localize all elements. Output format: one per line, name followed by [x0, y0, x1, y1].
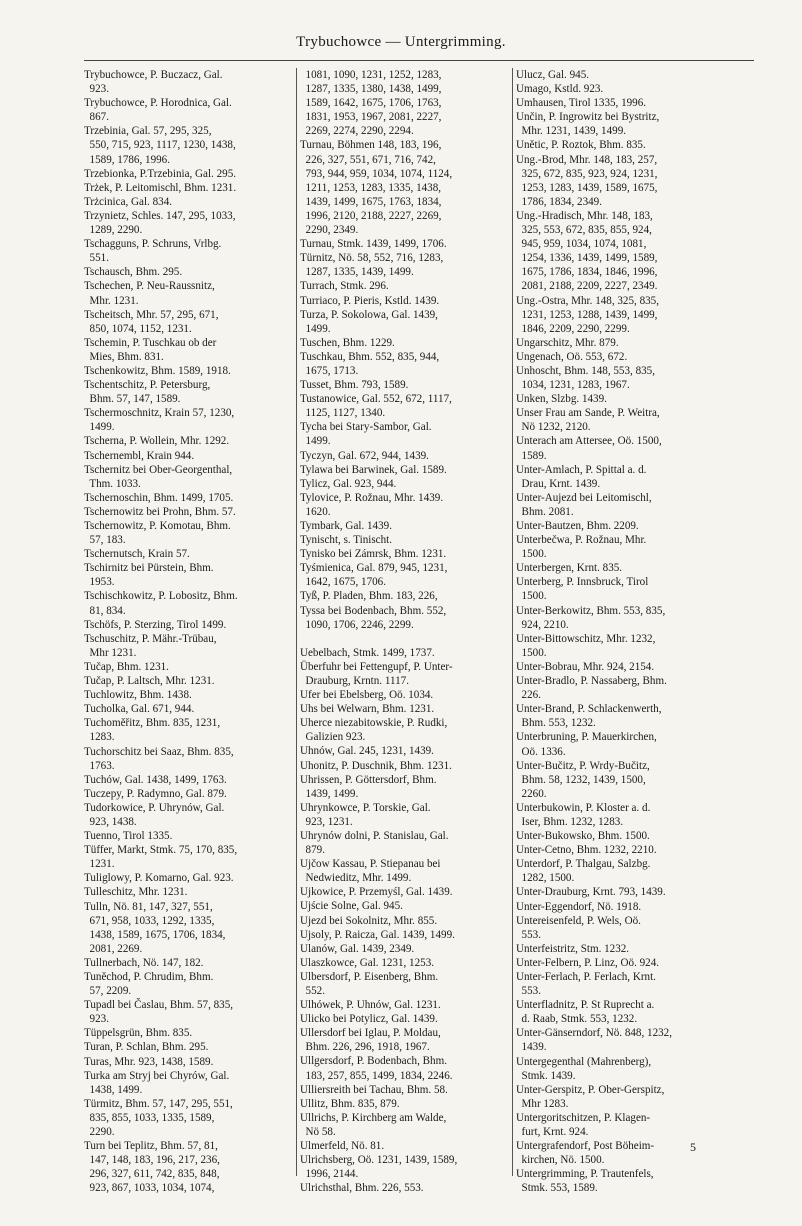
index-entry: Unter-Amlach, P. Spittal a. d.: [516, 463, 647, 476]
index-entry: Unken, Slzbg. 1439.: [516, 393, 607, 406]
index-entry: Tylovice, P. Rožnau, Mhr. 1439.: [300, 491, 444, 504]
index-entry-continuation: 1090, 1706, 2246, 2299.: [300, 618, 414, 631]
index-entry-continuation: 2081, 2188, 2209, 2227, 2349.: [516, 280, 658, 293]
index-entry-continuation: 325, 553, 672, 835, 855, 924,: [516, 224, 652, 237]
index-entry-continuation: Mhr 1283.: [516, 1097, 569, 1110]
index-entry: Trzebionka, P.Trzebinia, Gal. 295.: [84, 167, 237, 180]
index-entry: Tyśmienica, Gal. 879, 945, 1231,: [300, 562, 448, 575]
index-entry-continuation: 879.: [300, 844, 325, 857]
index-entry: Uherce niezabitowskie, P. Rudki,: [300, 717, 448, 730]
index-entry: Tuchów, Gal. 1438, 1499, 1763.: [84, 773, 227, 786]
index-entry-continuation: 1500.: [516, 590, 547, 603]
index-entry: Ung.-Hradisch, Mhr. 148, 183,: [516, 209, 653, 222]
index-entry: Tusset, Bhm. 793, 1589.: [300, 379, 409, 392]
index-entry: Uhrynkowce, P. Torskie, Gal.: [300, 801, 431, 814]
index-entry: Ujsoly, P. Raicza, Gal. 1439, 1499.: [300, 928, 455, 941]
index-entry-continuation: 1254, 1336, 1439, 1499, 1589,: [516, 252, 658, 265]
index-entry: Tucholka, Gal. 671, 944.: [84, 703, 195, 716]
index-entry: Turan, P. Schlan, Bhm. 295.: [84, 1041, 209, 1054]
index-entry: Uhs bei Welwarn, Bhm. 1231.: [300, 703, 435, 716]
index-entry-continuation: 1289, 2290.: [84, 224, 143, 237]
index-entry-continuation: 1846, 2209, 2290, 2299.: [516, 322, 630, 335]
index-entry: Uhrynów dolni, P. Stanislau, Gal.: [300, 829, 449, 842]
index-entry: Ulrichsthal, Bhm. 226, 553.: [300, 1182, 424, 1195]
index-entry: Tschernutsch, Krain 57.: [84, 548, 190, 561]
index-entry-continuation: 1211, 1253, 1283, 1335, 1438,: [300, 181, 442, 194]
index-entry-continuation: Iser, Bhm. 1232, 1283.: [516, 815, 624, 828]
index-entry-continuation: Nö 58.: [300, 1125, 336, 1138]
index-entry: Unter-Eggendorf, Nö. 1918.: [516, 900, 642, 913]
index-entry: Tycha bei Stary-Sambor, Gal.: [300, 421, 432, 434]
index-entry-continuation: Stmk. 553, 1589.: [516, 1182, 598, 1195]
index-entry: Tustanowice, Gal. 552, 672, 1117,: [300, 393, 452, 406]
index-entry: Unter-Bautzen, Bhm. 2209.: [516, 520, 639, 532]
index-entry: Unter-Gänserndorf, Nö. 848, 1232,: [516, 1027, 672, 1040]
index-entry-continuation: 1996, 2120, 2188, 2227, 2269,: [300, 209, 442, 222]
index-entry: Tscheitsch, Mhr. 57, 295, 671,: [84, 308, 219, 321]
index-entry: Tschöfs, P. Sterzing, Tirol 1499.: [84, 618, 227, 631]
index-column-2: [300, 68, 514, 1195]
index-entry-continuation: Stmk. 1439.: [516, 1069, 576, 1082]
index-entry: Ullgersdorf, P. Bodenbach, Bhm.: [300, 1055, 447, 1068]
index-entry-continuation: 2081, 2269.: [84, 942, 143, 955]
index-entry-continuation: Mhr. 1231.: [84, 294, 139, 307]
index-entry-continuation: Thm. 1033.: [84, 477, 141, 490]
index-entry: Unterbečwa, P. Rožnau, Mhr.: [516, 534, 647, 547]
index-entry-continuation: 923, 867, 1033, 1034, 1074,: [84, 1182, 215, 1195]
index-entry: Tupadl bei Časlau, Bhm. 57, 835,: [84, 999, 234, 1012]
index-entry-continuation: 1996, 2144.: [300, 1168, 359, 1181]
index-entry: Ulbersdorf, P. Eisenberg, Bhm.: [300, 970, 439, 983]
index-entry-continuation: 1438, 1499.: [84, 1083, 143, 1096]
index-entry-continuation: 553.: [516, 985, 541, 998]
index-entry-continuation: Mhr. 1231, 1439, 1499.: [516, 125, 627, 138]
index-entry: Unter-Gerspitz, P. Ober-Gerspitz,: [516, 1083, 665, 1096]
index-entry: Ungarschitz, Mhr. 879.: [516, 336, 619, 349]
index-entry-continuation: 850, 1074, 1152, 1231.: [84, 322, 192, 335]
index-entry-continuation: 2290.: [84, 1126, 115, 1139]
index-entry: Unterach am Attersee, Oö. 1500,: [516, 435, 662, 448]
index-entry-continuation: 793, 944, 959, 1034, 1074, 1124,: [300, 167, 453, 180]
index-entry-continuation: 552.: [300, 985, 325, 997]
index-entry-continuation: 147, 148, 183, 196, 217, 236,: [84, 1154, 220, 1167]
index-entry-continuation: 1831, 1953, 1967, 2081, 2227,: [300, 111, 442, 124]
index-entry: Tschemin, P. Tuschkau ob der: [84, 336, 217, 349]
index-entry: Ungenach, Oö. 553, 672.: [516, 350, 628, 363]
index-entry: Ujście Solne, Gal. 945.: [300, 900, 403, 913]
index-entry: Tscherna, P. Wollein, Mhr. 1292.: [84, 435, 230, 448]
index-entry-continuation: Bhm. 226, 296, 1918, 1967.: [300, 1041, 430, 1054]
index-entry: Tučap, Bhm. 1231.: [84, 660, 169, 673]
index-entry: Tschernowitz, P. Komotau, Bhm.: [84, 520, 231, 532]
index-entry: Turnau, Böhmen 148, 183, 196,: [300, 139, 442, 152]
index-entry: Tuchoměřitz, Bhm. 835, 1231,: [84, 717, 221, 730]
index-entry-continuation: 1034, 1231, 1283, 1967.: [516, 379, 630, 392]
index-entry: Turnau, Stmk. 1439, 1499, 1706.: [300, 238, 447, 251]
index-entry-continuation: d. Raab, Stmk. 553, 1232.: [516, 1013, 638, 1026]
index-entry-continuation: 1287, 1335, 1380, 1438, 1499,: [300, 83, 442, 96]
index-entry-continuation: 1231, 1253, 1288, 1439, 1499,: [516, 308, 658, 321]
index-entry-continuation: Mies, Bhm. 831.: [84, 350, 164, 363]
index-entry: Tulln, Nö. 81, 147, 327, 551,: [84, 900, 213, 913]
index-entry: Ullitz, Bhm. 835, 879.: [300, 1097, 400, 1110]
index-entry: Tylawa bei Barwinek, Gal. 1589.: [300, 463, 447, 476]
index-entry-continuation: 1438, 1589, 1675, 1706, 1834,: [84, 928, 226, 941]
index-entry: Tyczyn, Gal. 672, 944, 1439.: [300, 449, 429, 462]
index-entry: Untergegenthal (Mahrenberg),: [516, 1055, 652, 1068]
index-entry-continuation: Drauburg, Krntn. 1117.: [300, 674, 409, 687]
index-entry-continuation: 1282, 1500.: [516, 872, 575, 885]
index-entry: Unterbukowin, P. Kloster a. d.: [516, 801, 651, 814]
index-entry-continuation: 867.: [84, 111, 109, 124]
index-entry: Ulmerfeld, Nö. 81.: [300, 1140, 385, 1153]
index-entry-continuation: Mhr 1231.: [84, 646, 137, 659]
index-entry-continuation: 57, 2209.: [84, 985, 132, 998]
index-entry: Tynisko bei Zámrsk, Bhm. 1231.: [300, 548, 447, 561]
index-entry-continuation: 296, 327, 611, 742, 835, 848,: [84, 1168, 220, 1181]
index-entry: Tschernitz bei Ober-Georgenthal,: [84, 463, 233, 476]
index-entry: Tschernembl, Krain 944.: [84, 449, 195, 462]
index-entry-continuation: 1675, 1713.: [300, 364, 359, 377]
index-entry: Unterbergen, Krnt. 835.: [516, 562, 623, 575]
index-entry: Türnitz, Nö. 58, 552, 716, 1283,: [300, 252, 444, 265]
index-entry: Turza, P. Sokolowa, Gal. 1439,: [300, 308, 438, 321]
index-entry-continuation: 1439.: [516, 1041, 547, 1054]
index-entry-continuation: 1499.: [300, 322, 331, 335]
index-entry-continuation: 1786, 1834, 2349.: [516, 195, 602, 208]
index-entry: Ulhówek, P. Uhnów, Gal. 1231.: [300, 999, 441, 1012]
index-entry-continuation: 2260.: [516, 787, 547, 800]
index-entry: Tuchorschitz bei Saaz, Bhm. 835,: [84, 745, 234, 758]
index-entry-continuation: 1253, 1283, 1439, 1589, 1675,: [516, 181, 658, 194]
index-entry: Ulrichsberg, Oö. 1231, 1439, 1589,: [300, 1154, 458, 1167]
index-entry: Unter-Ferlach, P. Ferlach, Krnt.: [516, 971, 656, 983]
index-entry: Unterfeistritz, Stm. 1232.: [516, 942, 630, 955]
index-entry-continuation: Drau, Krnt. 1439.: [516, 477, 601, 490]
index-entry: Tullnerbach, Nö. 147, 182.: [84, 956, 204, 969]
index-entry-continuation: 551.: [84, 252, 109, 265]
index-entry-continuation: 1287, 1335, 1439, 1499.: [300, 266, 414, 279]
index-entry-continuation: 1439, 1499.: [300, 787, 359, 800]
section-gap: [300, 632, 514, 646]
index-entry: Tschermoschnitz, Krain 57, 1230,: [84, 407, 235, 420]
index-entry-continuation: 550, 715, 923, 1117, 1230, 1438,: [84, 139, 236, 152]
index-entry-continuation: 923, 1231.: [300, 815, 353, 828]
index-entry: Ulaszkowce, Gal. 1231, 1253.: [300, 956, 435, 969]
index-entry: Untereisenfeld, P. Wels, Oö.: [516, 914, 641, 927]
index-entry: Untergrafendorf, Post Böheim-: [516, 1140, 655, 1153]
index-entry-continuation: 1125, 1127, 1340.: [300, 407, 386, 420]
index-entry: Tschernoschin, Bhm. 1499, 1705.: [84, 491, 234, 504]
index-entry: Uhnów, Gal. 245, 1231, 1439.: [300, 745, 434, 758]
index-entry-continuation: 1675, 1786, 1834, 1846, 1996,: [516, 266, 658, 279]
index-entry-continuation: 1499.: [84, 421, 115, 434]
index-entry: Tučap, P. Laltsch, Mhr. 1231.: [84, 675, 215, 688]
index-entry: Uhrissen, P. Göttersdorf, Bhm.: [300, 773, 437, 786]
index-entry: Unter-Bittowschitz, Mhr. 1232,: [516, 632, 656, 645]
index-entry: Tylicz, Gal. 923, 944.: [300, 477, 397, 490]
index-entry: Unterberg, P. Innsbruck, Tirol: [516, 576, 649, 589]
index-entry: Tuschkau, Bhm. 552, 835, 944,: [300, 350, 440, 363]
index-entry-continuation: Bhm. 2081.: [516, 505, 574, 518]
index-entry: Umhausen, Tirol 1335, 1996.: [516, 97, 647, 110]
index-entry: Unter-Cetno, Bhm. 1232, 2210.: [516, 844, 657, 857]
index-entry-continuation: 945, 959, 1034, 1074, 1081,: [516, 238, 647, 251]
index-entry: Unter-Bradlo, P. Nassaberg, Bhm.: [516, 675, 667, 688]
index-entry: Überfuhr bei Fettengupf, P. Unter-: [300, 660, 453, 673]
index-entry-continuation: 835, 855, 1033, 1335, 1589,: [84, 1111, 215, 1124]
index-entry: Ujezd bei Sokolnitz, Mhr. 855.: [300, 914, 438, 927]
column-divider: [512, 68, 513, 1176]
index-entry: Untergoritschitzen, P. Klagen-: [516, 1111, 651, 1124]
index-entry-continuation: 923, 1438.: [84, 815, 137, 828]
index-entry: Unhoscht, Bhm. 148, 553, 835,: [516, 364, 655, 377]
index-entry: Unter-Bobrau, Mhr. 924, 2154.: [516, 660, 655, 673]
index-entry: Trzynietz, Schles. 147, 295, 1033,: [84, 209, 236, 222]
index-entry: Tuchlowitz, Bhm. 1438.: [84, 689, 192, 702]
index-entry: Trżek, P. Leitomischl, Bhm. 1231.: [84, 181, 237, 194]
index-entry: Turas, Mhr. 923, 1438, 1589.: [84, 1055, 214, 1068]
index-entry-continuation: Bhm. 58, 1232, 1439, 1500,: [516, 773, 646, 786]
index-entry-continuation: 553.: [516, 928, 541, 941]
index-entry: Unter-Bučitz, P. Wrdy-Bučitz,: [516, 759, 650, 772]
index-entry: Tuczepy, P. Radymno, Gal. 879.: [84, 787, 227, 800]
index-entry-continuation: 1500.: [516, 548, 547, 561]
index-entry: Tschischkowitz, P. Lobositz, Bhm.: [84, 590, 238, 603]
index-entry: Ulicko bei Potylicz, Gal. 1439.: [300, 1013, 438, 1026]
column-divider: [296, 68, 297, 1176]
index-entry: Trybuchowce, P. Horodnica, Gal.: [84, 97, 232, 110]
index-entry: Unser Frau am Sande, P. Weitra,: [516, 407, 660, 420]
index-entry: Tynischt, s. Tinischt.: [300, 534, 392, 547]
page-header: Trybuchowce — Untergrimming.: [296, 34, 506, 50]
index-entry: Tudorkowice, P. Uhrynów, Gal.: [84, 801, 225, 814]
index-entry-continuation: 1763.: [84, 759, 115, 772]
index-entry-continuation: Bhm. 553, 1232.: [516, 717, 596, 730]
index-entry: Unterbruning, P. Mauerkirchen,: [516, 731, 657, 744]
index-entry: Tschuschitz, P. Mähr.-Trübau,: [84, 632, 217, 645]
index-entry-continuation: Galizien 923.: [300, 731, 366, 744]
header-rule: [84, 60, 754, 61]
index-entry: Tuliglowy, P. Komarno, Gal. 923.: [84, 872, 234, 885]
index-entry: Unětic, P. Roztok, Bhm. 835.: [516, 139, 646, 152]
index-entry: Ullersdorf bei Iglau, P. Moldau,: [300, 1027, 441, 1040]
index-entry: Ung.-Brod, Mhr. 148, 183, 257,: [516, 153, 658, 166]
index-entry: Tschernowitz bei Prohn, Bhm. 57.: [84, 505, 236, 518]
index-entry-continuation: 1499.: [300, 435, 331, 448]
index-entry: Unterdorf, P. Thalgau, Salzbg.: [516, 858, 651, 871]
index-entry: Untergrimming, P. Trautenfels,: [516, 1168, 654, 1181]
index-entry: Ujkowice, P. Przemyśl, Gal. 1439.: [300, 886, 453, 899]
index-entry-continuation: 1620.: [300, 505, 331, 518]
index-entry: Trzebinia, Gal. 57, 295, 325,: [84, 125, 212, 138]
index-entry-continuation: Oö. 1336.: [516, 745, 566, 758]
index-entry: Ullrichs, P. Kirchberg am Walde,: [300, 1111, 447, 1124]
index-entry: Unterfladnitz, P. St Ruprecht a.: [516, 999, 655, 1012]
index-entry: Unter-Brand, P. Schlackenwerth,: [516, 703, 662, 716]
index-entry-continuation: furt, Krnt. 924.: [516, 1126, 589, 1139]
index-entry: Uhonitz, P. Duschnik, Bhm. 1231.: [300, 759, 452, 772]
index-entry: Ujčow Kassau, P. Stiepanau bei: [300, 858, 441, 871]
index-entry-continuation: 923.: [84, 83, 109, 96]
index-entry: Tyssa bei Bodenbach, Bhm. 552,: [300, 604, 447, 617]
index-entry: Tuschen, Bhm. 1229.: [300, 336, 395, 349]
index-entry-continuation: 1439, 1499, 1675, 1763, 1834,: [300, 195, 442, 208]
index-entry: Unter-Berkowitz, Bhm. 553, 835,: [516, 604, 666, 617]
index-entry: Umago, Kstld. 923.: [516, 83, 604, 96]
index-entry-continuation: 2290, 2349.: [300, 224, 359, 237]
index-entry: Türmitz, Bhm. 57, 147, 295, 551,: [84, 1097, 233, 1110]
index-entry: Unter-Felbern, P. Linz, Oö. 924.: [516, 956, 660, 969]
index-entry-continuation: 1953.: [84, 576, 115, 589]
index-entry-continuation: 2269, 2274, 2290, 2294.: [300, 125, 414, 138]
index-entry: Unčin, P. Ingrowitz bei Bystritz,: [516, 111, 660, 124]
index-entry: Tymbark, Gal. 1439.: [300, 520, 392, 532]
index-entry: Trybuchowce, P. Buczacz, Gal.: [84, 69, 223, 81]
index-entry-continuation: 1081, 1090, 1231, 1252, 1283,: [300, 69, 442, 81]
index-entry-continuation: 57, 183.: [84, 534, 126, 547]
index-entry: Ufer bei Ebelsberg, Oö. 1034.: [300, 689, 434, 702]
index-entry: Turrach, Stmk. 296.: [300, 280, 389, 293]
index-entry: Tschirnitz bei Pürstein, Bhm.: [84, 562, 214, 575]
index-entry: Turriaco, P. Pieris, Kstld. 1439.: [300, 294, 440, 307]
index-entry-continuation: 1283.: [84, 731, 115, 744]
index-entry: Tschenkowitz, Bhm. 1589, 1918.: [84, 364, 231, 377]
index-entry-continuation: Nedwieditz, Mhr. 1499.: [300, 872, 412, 885]
index-entry: Tyß, P. Pladen, Bhm. 183, 226,: [300, 590, 438, 603]
index-entry-continuation: 1231.: [84, 858, 115, 871]
index-entry-continuation: 1589, 1786, 1996.: [84, 153, 170, 166]
index-entry-continuation: 226.: [516, 689, 541, 702]
index-entry: Tulleschitz, Mhr. 1231.: [84, 886, 188, 899]
page-number: 5: [690, 1140, 696, 1154]
index-entry-continuation: Bhm. 57, 147, 1589.: [84, 393, 181, 406]
index-entry-continuation: 226, 327, 551, 671, 716, 742,: [300, 153, 436, 166]
index-entry: Trżcinica, Gal. 834.: [84, 195, 173, 208]
index-column-3: [516, 68, 740, 1196]
index-entry: Tüffer, Markt, Stmk. 75, 170, 835,: [84, 844, 238, 857]
index-entry: Tschausch, Bhm. 295.: [84, 266, 183, 279]
index-entry: Ulliersreith bei Tachau, Bhm. 58.: [300, 1083, 448, 1096]
index-entry: Tuenno, Tirol 1335.: [84, 830, 173, 843]
index-entry-continuation: 1589, 1642, 1675, 1706, 1763,: [300, 97, 442, 110]
index-entry-continuation: 81, 834.: [84, 604, 126, 617]
index-entry: Unter-Aujezd bei Leitomischl,: [516, 491, 652, 504]
index-entry: Unter-Bukowsko, Bhm. 1500.: [516, 830, 650, 843]
index-entry-continuation: 1642, 1675, 1706.: [300, 576, 386, 589]
index-entry: Unter-Drauburg, Krnt. 793, 1439.: [516, 886, 666, 899]
index-entry-continuation: 1500.: [516, 646, 547, 659]
index-entry: Turn bei Teplitz, Bhm. 57, 81,: [84, 1140, 218, 1153]
index-entry: Tuněchod, P. Chrudim, Bhm.: [84, 971, 214, 983]
index-entry-continuation: 924, 2210.: [516, 618, 569, 631]
index-entry-continuation: 183, 257, 855, 1499, 1834, 2246.: [300, 1069, 453, 1082]
index-entry: Tschentschitz, P. Petersburg,: [84, 379, 211, 392]
index-entry: Turka am Stryj bei Chyrów, Gal.: [84, 1069, 230, 1082]
index-entry: Ung.-Ostra, Mhr. 148, 325, 835,: [516, 294, 659, 307]
index-entry: Tschagguns, P. Schruns, Vrlbg.: [84, 238, 222, 251]
index-entry-continuation: 923.: [84, 1013, 109, 1026]
index-column-1: [84, 68, 298, 1196]
index-entry-continuation: 1589.: [516, 449, 547, 462]
index-entry: Tschechen, P. Neu-Raussnitz,: [84, 280, 215, 293]
index-entry: Tüppelsgrün, Bhm. 835.: [84, 1027, 193, 1040]
index-entry-continuation: kirchen, Nö. 1500.: [516, 1154, 605, 1167]
index-entry: Uebelbach, Stmk. 1499, 1737.: [300, 646, 435, 659]
index-entry-continuation: 325, 672, 835, 923, 924, 1231,: [516, 167, 658, 180]
index-entry-continuation: Nö 1232, 2120.: [516, 421, 591, 434]
index-entry: Ulanów, Gal. 1439, 2349.: [300, 942, 415, 955]
index-entry-continuation: 671, 958, 1033, 1292, 1335,: [84, 914, 215, 927]
index-entry: Ulucz, Gal. 945.: [516, 69, 590, 81]
